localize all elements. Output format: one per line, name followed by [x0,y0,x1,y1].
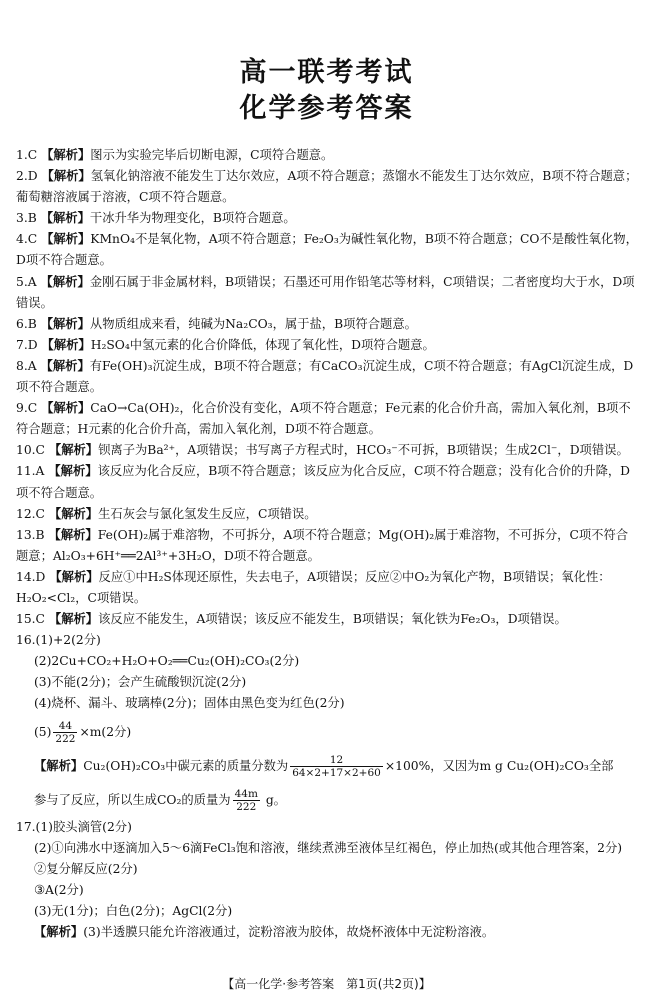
answer-text: 钡离子为Ba²⁺，A项错误；书写离子方程式时，HCO₃⁻不可拆，B项错误；生成2Cl⁻，D项错误。 [98,443,629,458]
answer-number: 2.D [16,169,38,184]
answer-number: 14.D [16,569,46,584]
answer-16-part-3: (3)不能(2分)；会产生硫酸钡沉淀(2分) [34,675,247,690]
answer-text: KMnO₄不是氧化物，A项不符合题意；Fe₂O₃为碱性氧化物，B项不符合题意；CO不是酸性氧化物，D项不符合题意。 [16,232,638,268]
answer-text: 该反应为化合反应，B项不符合题意；该反应为化合反应，C项不符合题意；没有化合价的升降，D项不符合题意。 [16,464,631,500]
answer-17-part-2c: ③A(2分) [34,882,84,897]
analysis-tag: 【解析】 [41,232,91,247]
fraction [233,788,260,813]
analysis-tag: 【解析】 [40,211,90,226]
analysis-tag: 【解析】 [41,148,91,162]
answer-text: CaO→Ca(OH)₂，化合价没有变化，A项不符合题意；Fe元素的化合价升高，需加入氧化剂，B项不符合题意；H元素的化合价升高，需加入氧化剂，D项不符合题意。 [16,401,631,437]
answer-number: 10.C [16,443,45,458]
analysis-tag: 【解析】 [34,925,84,939]
answer-8 [16,356,640,398]
answer-number: 8.A [16,358,37,373]
analysis-text: g。 [261,792,286,807]
answer-text: Fe(OH)₂属于难溶物，不可拆分，A项不符合题意；Mg(OH)₂属于难溶物，不可拆分，C项不符合题意；Al₂O₃+6H⁺══2Al³⁺+3H₂O，D项不符合题意。 [16,527,629,563]
answer-17-part-3: (3)无(1分)；白色(2分)；AgCl(2分) [34,903,233,918]
fraction-denominator: 64×2+17×2+60 [292,766,381,779]
analysis-text: (3)半透膜只能允许溶液通过，淀粉溶液为胶体，故烧杯液体中无淀粉溶液。 [83,925,495,939]
answer-1 [16,145,640,166]
answer-17-part-1: 17.(1)胶头滴管(2分) [16,819,132,834]
answer-text: 图示为实验完毕后切断电源，C项符合题意。 [90,148,334,162]
analysis-tag: 【解析】 [48,443,99,458]
answer-content [16,145,640,943]
analysis-tag: 【解析】 [40,274,90,289]
answer-3 [16,208,640,229]
part-text: ×m(2分) [79,724,132,739]
analysis-tag: 【解析】 [48,464,98,479]
part-label: (5) [34,724,52,739]
answer-number: 11.A [16,464,45,479]
fraction-numerator: 44m [234,787,258,800]
analysis-tag: 【解析】 [41,169,91,184]
answer-11 [16,461,640,503]
answer-12 [16,504,640,525]
answer-number: 7.D [16,337,38,352]
answer-number: 12.C [16,506,45,521]
analysis-tag: 【解析】 [40,316,90,331]
analysis-text: Cu₂(OH)₂CO₃中碳元素的质量分数为 [83,758,289,773]
analysis-tag: 【解析】 [40,358,90,373]
analysis-text: ×100%，又因为m g Cu₂(OH)₂CO₃全部 [384,758,614,773]
analysis-tag: 【解析】 [48,612,99,627]
answer-4 [16,229,640,271]
analysis-16 [16,749,640,783]
answer-number: 6.B [16,316,37,331]
answer-number: 4.C [16,232,38,247]
answer-16-part-2: (2)2Cu+CO₂+H₂O+O₂══Cu₂(OH)₂CO₃(2分) [34,654,300,669]
answer-16-part-4: (4)烧杯、漏斗、玻璃棒(2分)；固体由黑色变为红色(2分) [34,696,345,711]
analysis-tag: 【解析】 [48,527,98,542]
title-line-2: 化学参考答案 [239,93,414,124]
answer-text: 生石灰会与氯化氢发生反应，C项错误。 [98,506,317,521]
answer-2 [16,166,640,208]
analysis-text: 参与了反应，所以生成CO₂的质量为 [34,792,231,807]
answer-16-part-1: 16.(1)+2(2分) [16,633,101,648]
answer-text: 有Fe(OH)₃沉淀生成，B项不符合题意；有CaCO₃沉淀生成，C项不符合题意；有AgCl沉淀生成，D项不符合题意。 [16,358,634,395]
analysis-17 [16,922,640,943]
answer-16-part-5 [16,715,640,749]
fraction [53,720,77,745]
answer-number: 1.C [16,148,38,162]
answer-15 [16,609,640,630]
analysis-tag: 【解析】 [49,569,99,584]
fraction-numerator: 12 [290,754,383,767]
answer-text: 干冰升华为物理变化，B项符合题意。 [89,211,296,226]
answer-text: 该反应不能发生，A项错误；该反应不能发生，B项错误；氧化铁为Fe₂O₃，D项错误。 [98,612,567,627]
answer-number: 13.B [16,527,45,542]
answer-number: 5.A [16,274,37,289]
answer-number: 3.B [16,211,37,226]
analysis-tag: 【解析】 [41,337,91,352]
fraction-denominator: 222 [55,732,76,745]
answer-number: 15.C [16,612,45,627]
answer-10 [16,440,640,461]
answer-5 [16,272,640,314]
answer-17-part-2: (2)①向沸水中逐滴加入5～6滴FeCl₃饱和溶液，继续煮沸至液体呈红褐色，停止加热(或其他合理答案，2分) [34,840,623,855]
fraction-denominator: 222 [236,800,257,813]
answer-text: 金刚石属于非金属材料，B项错误；石墨还可用作铅笔芯等材料，C项错误；二者密度均大于水，D项错误。 [16,274,635,310]
analysis-tag: 【解析】 [34,758,84,773]
answer-17-part-2b: ②复分解反应(2分) [34,861,138,876]
answer-text: 氢氧化钠溶液不能发生丁达尔效应，A项不符合题意；蒸馏水不能发生丁达尔效应，B项不符合题意；葡萄糖溶液属于溶液，C项不符合题意。 [16,169,638,205]
answer-text: 从物质组成来看，纯碱为Na₂CO₃，属于盐，B项符合题意。 [89,316,417,331]
analysis-tag: 【解析】 [41,401,91,416]
answer-number: 9.C [16,401,38,416]
answer-7 [16,335,640,356]
title-line-1: 高一联考考试 [239,57,414,88]
fraction [290,754,383,779]
analysis-16-cont [16,783,640,817]
answer-6 [16,314,640,335]
answer-text: H₂SO₄中氢元素的化合价降低，体现了氧化性，D项符合题意。 [90,337,435,352]
answer-9 [16,398,640,440]
answer-text: 反应①中H₂S体现还原性，失去电子，A项错误；反应②中O₂为氧化产物，B项错误；氧化性：H₂O₂<Cl₂，C项错误。 [16,569,611,605]
fraction-numerator: 44 [53,720,77,733]
page-footer: 【高一化学·参考答案 第1页(共2页)】 [222,977,431,991]
answer-13 [16,525,640,567]
answer-14 [16,567,640,609]
analysis-tag: 【解析】 [48,506,99,521]
